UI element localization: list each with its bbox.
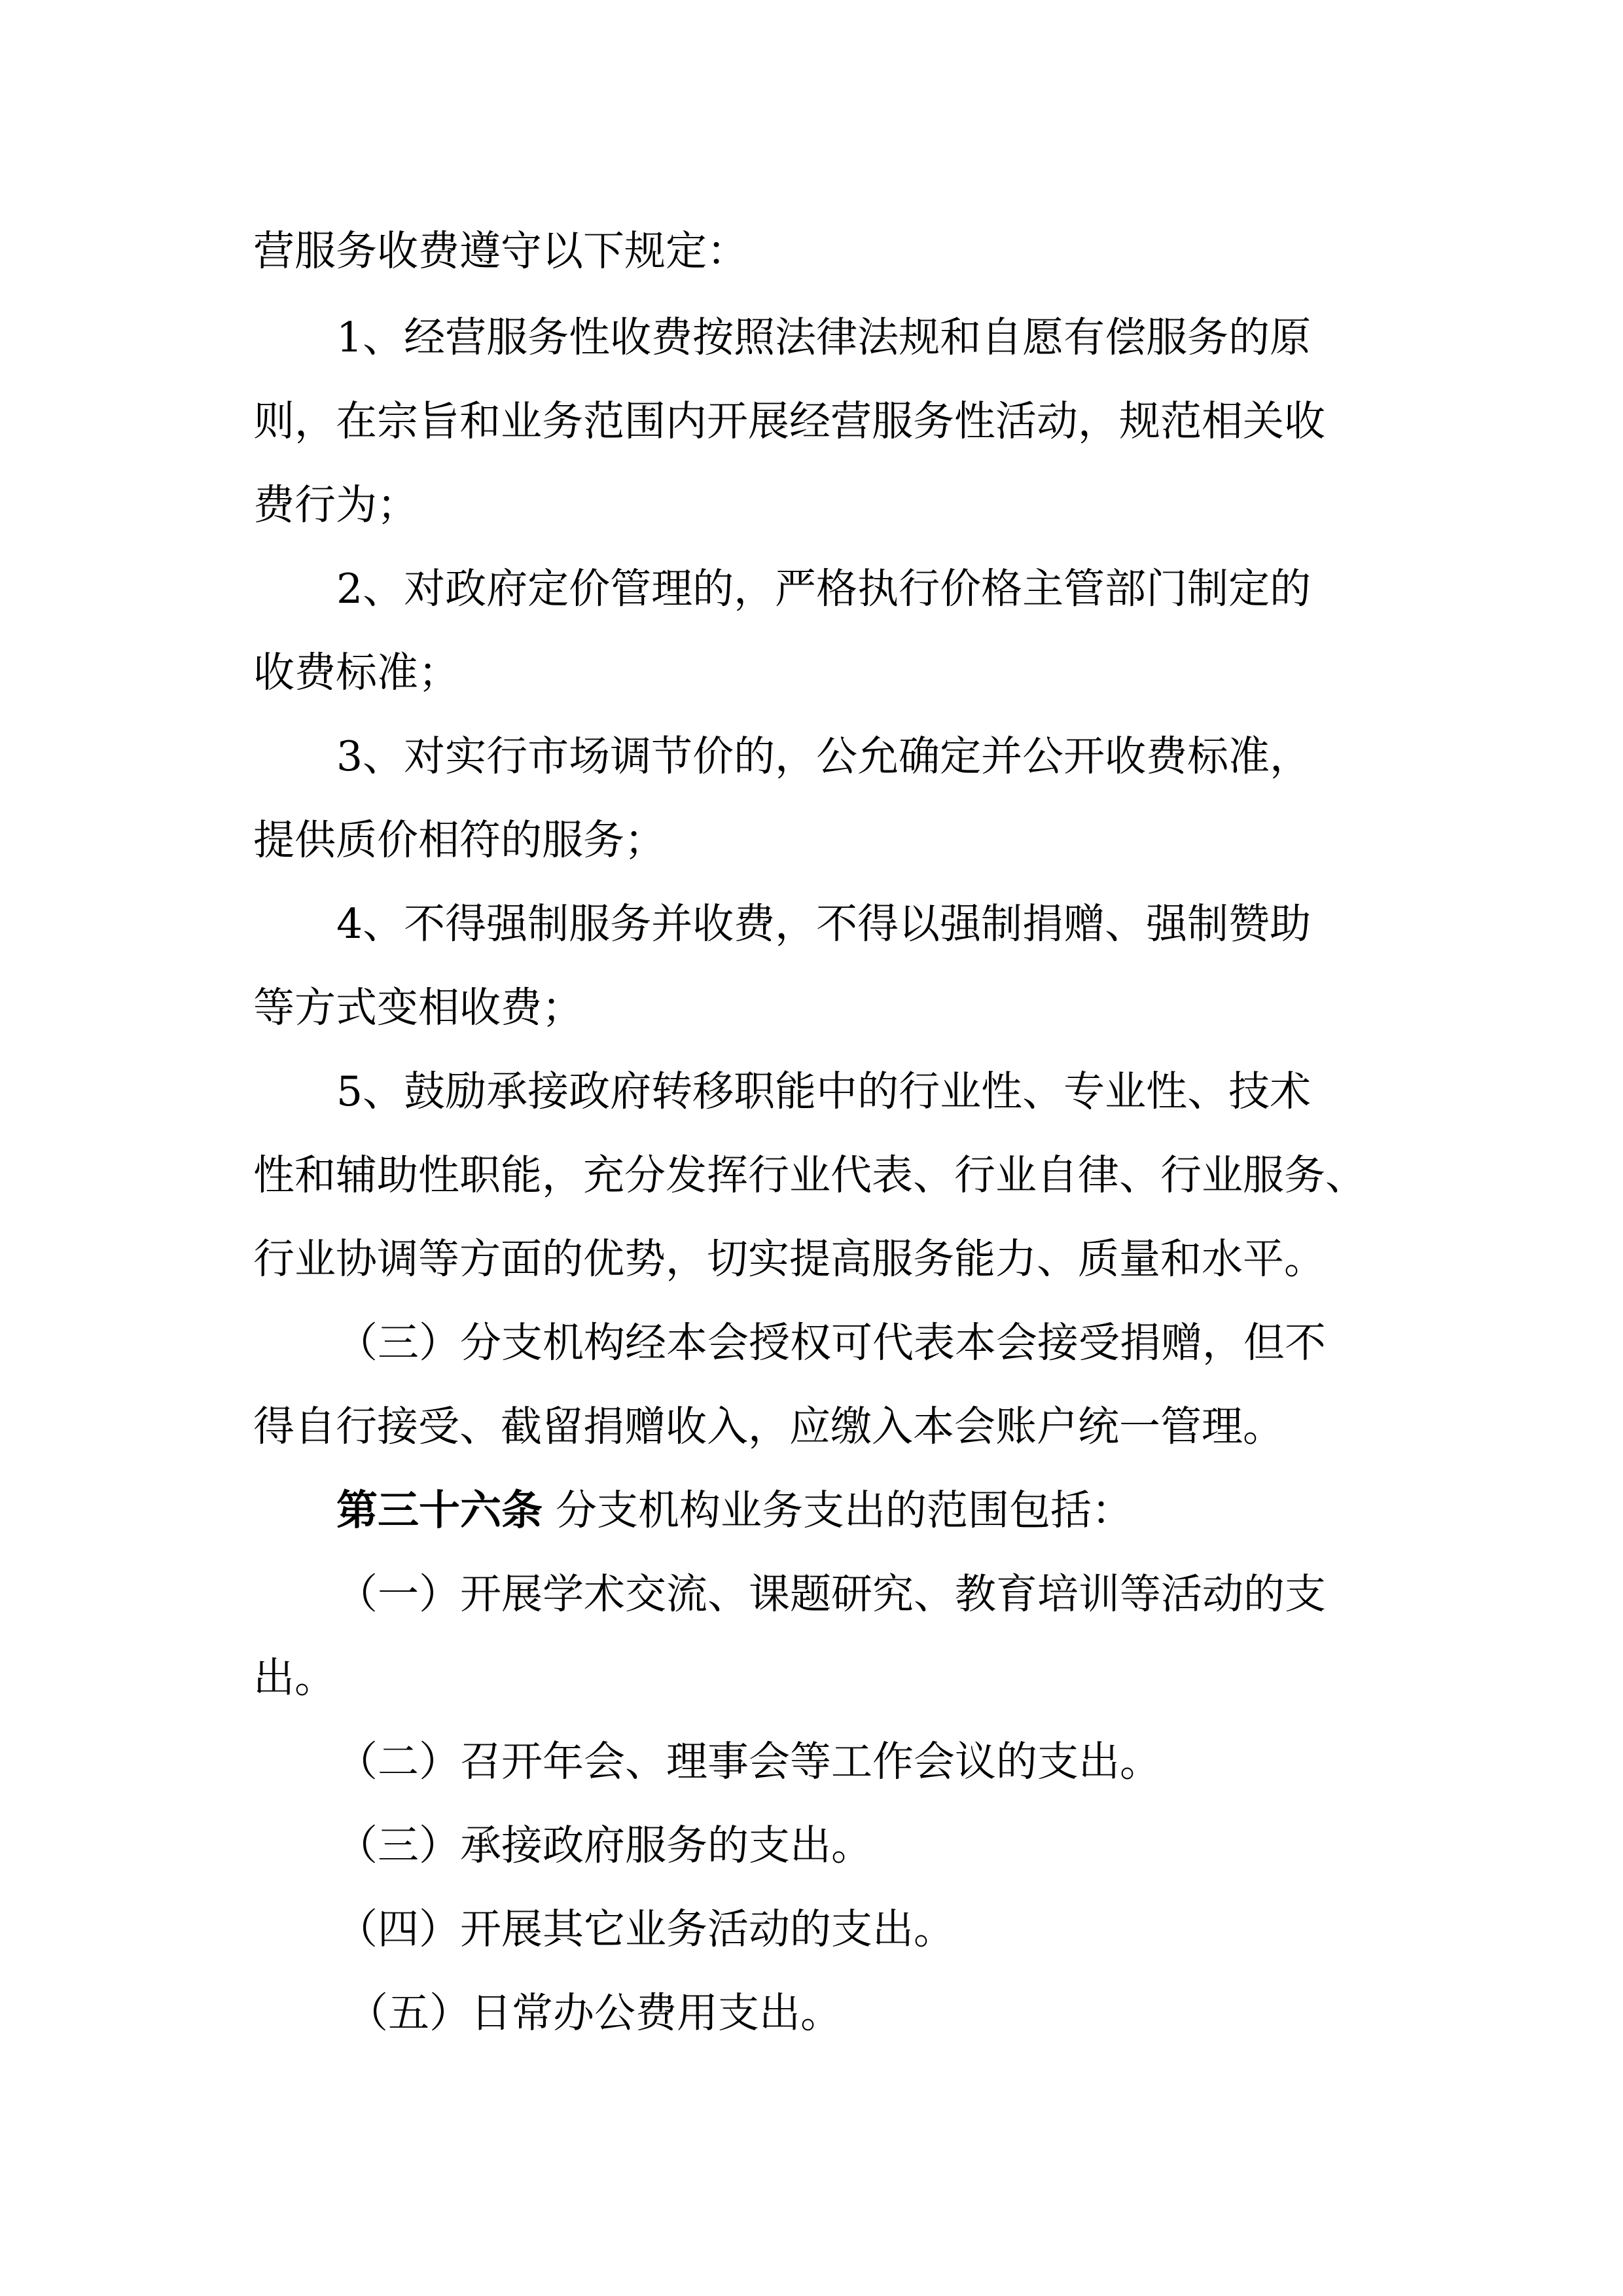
text-line: 2、对政府定价管理的，严格执行价格主管部门制定的 [336, 565, 1311, 613]
text-line: （一）开展学术交流、课题研究、教育培训等活动的支 [336, 1570, 1326, 1618]
text-line: （二）召开年会、理事会等工作会议的支出。 [336, 1738, 1161, 1785]
text-line: 则，在宗旨和业务范围内开展经营服务性活动，规范相关收 [253, 397, 1325, 445]
text-line: 得自行接受、截留捐赠收入，应缴入本会账户统一管理。 [253, 1403, 1284, 1450]
text-line: 收费标准； [253, 649, 459, 696]
text-line: 1、经营服务性收费按照法律法规和自愿有偿服务的原 [336, 314, 1311, 361]
text-line: （三）分支机构经本会授权可代表本会接受捐赠，但不 [336, 1319, 1326, 1367]
text-line: 等方式变相收费； [253, 984, 583, 1031]
article-text: 分支机构业务支出的范围包括： [543, 1486, 1133, 1534]
text-line: 3、对实行市场调节价的，公允确定并公开收费标准， [336, 732, 1311, 780]
text-line: 4、不得强制服务并收费，不得以强制捐赠、强制赞助 [336, 900, 1311, 948]
article-heading-line [336, 1486, 1133, 1534]
text-line: 出。 [253, 1654, 336, 1702]
text-line: 费行为； [253, 481, 418, 529]
text-line: （五）日常办公费用支出。 [347, 1989, 842, 2037]
article-heading: 第三十六条 [336, 1486, 543, 1534]
text-line: （四）开展其它业务活动的支出。 [336, 1905, 955, 1953]
text-line: 营服务收费遵守以下规定： [253, 227, 748, 275]
text-line: （三）承接政府服务的支出。 [336, 1821, 872, 1869]
text-line: 行业协调等方面的优势，切实提高服务能力、质量和水平。 [253, 1235, 1325, 1283]
text-line: 提供质价相符的服务； [253, 816, 666, 864]
text-line: 5、鼓励承接政府转移职能中的行业性、专业性、技术 [336, 1067, 1311, 1115]
text-line: 性和辅助性职能，充分发挥行业代表、行业自律、行业服务、 [253, 1151, 1366, 1199]
